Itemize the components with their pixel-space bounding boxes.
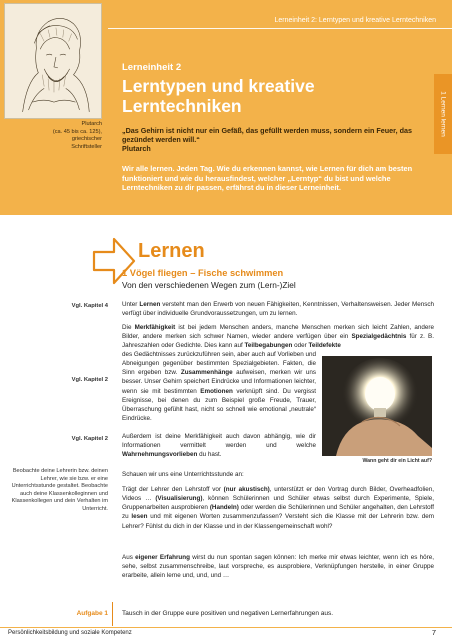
arrow-right-icon (92, 236, 136, 286)
running-head: Lerneinheit 2: Lerntypen und kreative Lerntechniken (274, 17, 436, 24)
p5-text-i: und mit eigenen Worten zusammenzufassen? Versteht sich die Klasse mit der Lehrerin bzw. dem Lehrer? Fühlst du dich in der Klasse und in der Klassengemeinschaft wohl? (122, 513, 434, 530)
task-text: Tausch in der Gruppe eure positiven und negativen Lernerfahrungen aus. (122, 610, 334, 617)
plutarch-portrait-icon (4, 3, 102, 119)
portrait-caption-profession: Schriftsteller (71, 143, 102, 150)
p1-text-rest: versteht man den Erwerb von neuen Fähigkeiten, Kenntnissen, Verhaltensweisen. Jeder Mensch verfügt über individuelle Grundvoraussetzungen, um zu lernen. (122, 301, 435, 318)
footer-title: Persönlichkeitsbildung und soziale Kompetenz (8, 630, 132, 636)
p2-term-zusammenhaenge: Zusammenhänge (180, 369, 233, 377)
chapter-side-tab (434, 74, 452, 154)
margin-ref-kapitel-2-a: Vgl. Kapitel 2 (71, 377, 108, 383)
section-subsubtitle: Von den verschiedenen Wegen zum (Lern-)Ziel (122, 280, 296, 290)
paragraph-definition (122, 300, 434, 318)
section-subtitle: 1 Vögel fliegen – Fische schwimmen (122, 268, 284, 278)
task-label: Aufgabe 1 (76, 610, 108, 617)
task-divider (112, 602, 113, 626)
p5-term-handeln: (Handeln) (209, 504, 239, 512)
p2-text-e: für z. B. Jahreszahlen oder Gedichte. Dies kann auf (122, 333, 434, 349)
photo-caption: Wann geht dir ein Licht auf? (362, 458, 432, 464)
p1-text: Unter (122, 301, 140, 308)
p2-term-spezialgedaechtnis: Spezialgedächtnis (351, 333, 407, 341)
p2-text-g: oder (292, 342, 309, 349)
p6-text-a: Aus (122, 554, 136, 561)
p2-term-teildefekte: Teildefekte (308, 342, 341, 349)
p2-text-c: ist bei jedem Menschen anders, manche Menschen merken sich leicht Zahlen, andere Bilder, andere merken sich schwer Namen, wieder andere verfügen über ein (122, 324, 434, 341)
footer-rule (0, 627, 452, 628)
p5-text-a: Trägt der Lehrer den Lehrstoff vor (122, 486, 224, 493)
paragraph-memory-bottom (122, 350, 316, 423)
section-title: Lernen (138, 240, 205, 262)
portrait-caption-dates: (ca. 45 bis ca. 125), (52, 128, 102, 135)
p2-text-k: aufweisen, merken wir uns besser. Unser Gehirn speichert Eindrücke und Informationen leichter, wenn sie mit bestimmten (122, 369, 317, 395)
p6-text-c: wirst du nun spontan sagen können: Ich merke mir etwas leichter, wenn ich es höre, sehe, selbst zusammenschreibe, laut vorspreche, es ausprobiere, Verknüpfungen herstelle, in einer Gruppe erarbeite, allein lerne und, und, und … (122, 554, 435, 580)
unit-intro: Wir alle lernen. Jeden Tag. Wie du erkennen kannst, wie Lernen für dich am besten funktioniert und wie du herausfindest, welcher „Lerntyp“ du bist und welche Lerntechniken zu dir passen, erfährst du in dieser Lerneinheit. (122, 164, 413, 193)
p3-term: Wahrnehmungsvorlieben (122, 451, 198, 459)
quote-author: Plutarch (122, 144, 151, 153)
p5-term-visualisierung: (Visualisierung) (155, 495, 203, 503)
unit-quote: „Das Gehirn ist nicht nur ein Gefäß, das gefüllt werden muss, sondern ein Feuer, das gezündet werden will.“ (122, 126, 412, 145)
header-band (0, 0, 452, 215)
p3-text-end: du hast. (197, 451, 222, 459)
paragraph-perception (122, 432, 316, 459)
p2-term-emotionen: Emotionen (200, 387, 233, 395)
portrait-caption-name: Plutarch (81, 121, 102, 127)
paragraph-experience (122, 553, 434, 580)
p2-term-merkfaehigkeit: Merkfähigkeit (134, 324, 176, 331)
p2-text-m: verknüpft sind. Du vergisst Ereignisse, bei denen du zum Beispiel große Freude, Trauer, Überraschung gefühlt hast, nicht so schnell wie emotional „neutrale“ Eindrücke. (122, 387, 316, 422)
paragraph-lesson (122, 485, 434, 531)
portrait-caption (4, 121, 102, 151)
p5-text-c: , unterstützt er den Vortrag durch Bilder, Overheadfolien, Videos … (122, 486, 435, 503)
p2-term-teilbegabungen: Teilbegabungen (244, 342, 293, 349)
page-number: 7 (431, 628, 436, 637)
paragraph-lesson-intro: Schauen wir uns eine Unterrichtsstunde an: (122, 471, 244, 478)
unit-title: Lerntypen und kreative Lerntechniken (122, 76, 315, 116)
lightbulb-hand-icon (322, 356, 432, 456)
side-tab-label: 1 Lernen lernen (439, 91, 447, 137)
p2-text-a: Die (122, 324, 135, 331)
p1-term: Lernen (139, 301, 161, 308)
p5-text-g: oder werden die Schülerinnen und Schüler angehalten, den Lehrstoff zu (122, 504, 434, 521)
margin-ref-kapitel-2-b: Vgl. Kapitel 2 (71, 436, 108, 442)
header-rule (108, 28, 452, 29)
p5-term-akustisch: (nur akustisch) (223, 486, 270, 493)
p5-text-e: , können Schülerinnen und Schüler etwas selbst durch Experimente, Spiele, Gruppenarbeiten ausprobieren (122, 495, 434, 512)
p2-text-i: des Gedächtnisses zurückzuführen sein, aber auch auf Vorlieben und Abneigungen gegenüber bestimmten Spezialgebieten. Fakten, die Sinn ergeben bzw. (122, 351, 316, 377)
margin-observation-note: Beobachte deine Lehrerin bzw. deinen Lehrer, wie sie bzw. er eine Unterrichtsstunde gestaltet. Beobachte auch deine Klassenkolleginnen und Klassenkollegen und dein Verhalten im Unterricht. (11, 468, 108, 512)
p6-term: eigener Erfahrung (135, 554, 190, 561)
p5-term-lesen: lesen (131, 513, 148, 521)
p3-text: Außerdem ist deine Merkfähigkeit auch davon abhängig, wie dir Informationen vermittelt werden und welche (122, 433, 316, 450)
paragraph-memory-top (122, 323, 434, 349)
margin-ref-kapitel-4: Vgl. Kapitel 4 (71, 303, 108, 309)
portrait-caption-origin: griechischer (71, 136, 102, 143)
unit-label: Lerneinheit 2 (122, 62, 182, 73)
